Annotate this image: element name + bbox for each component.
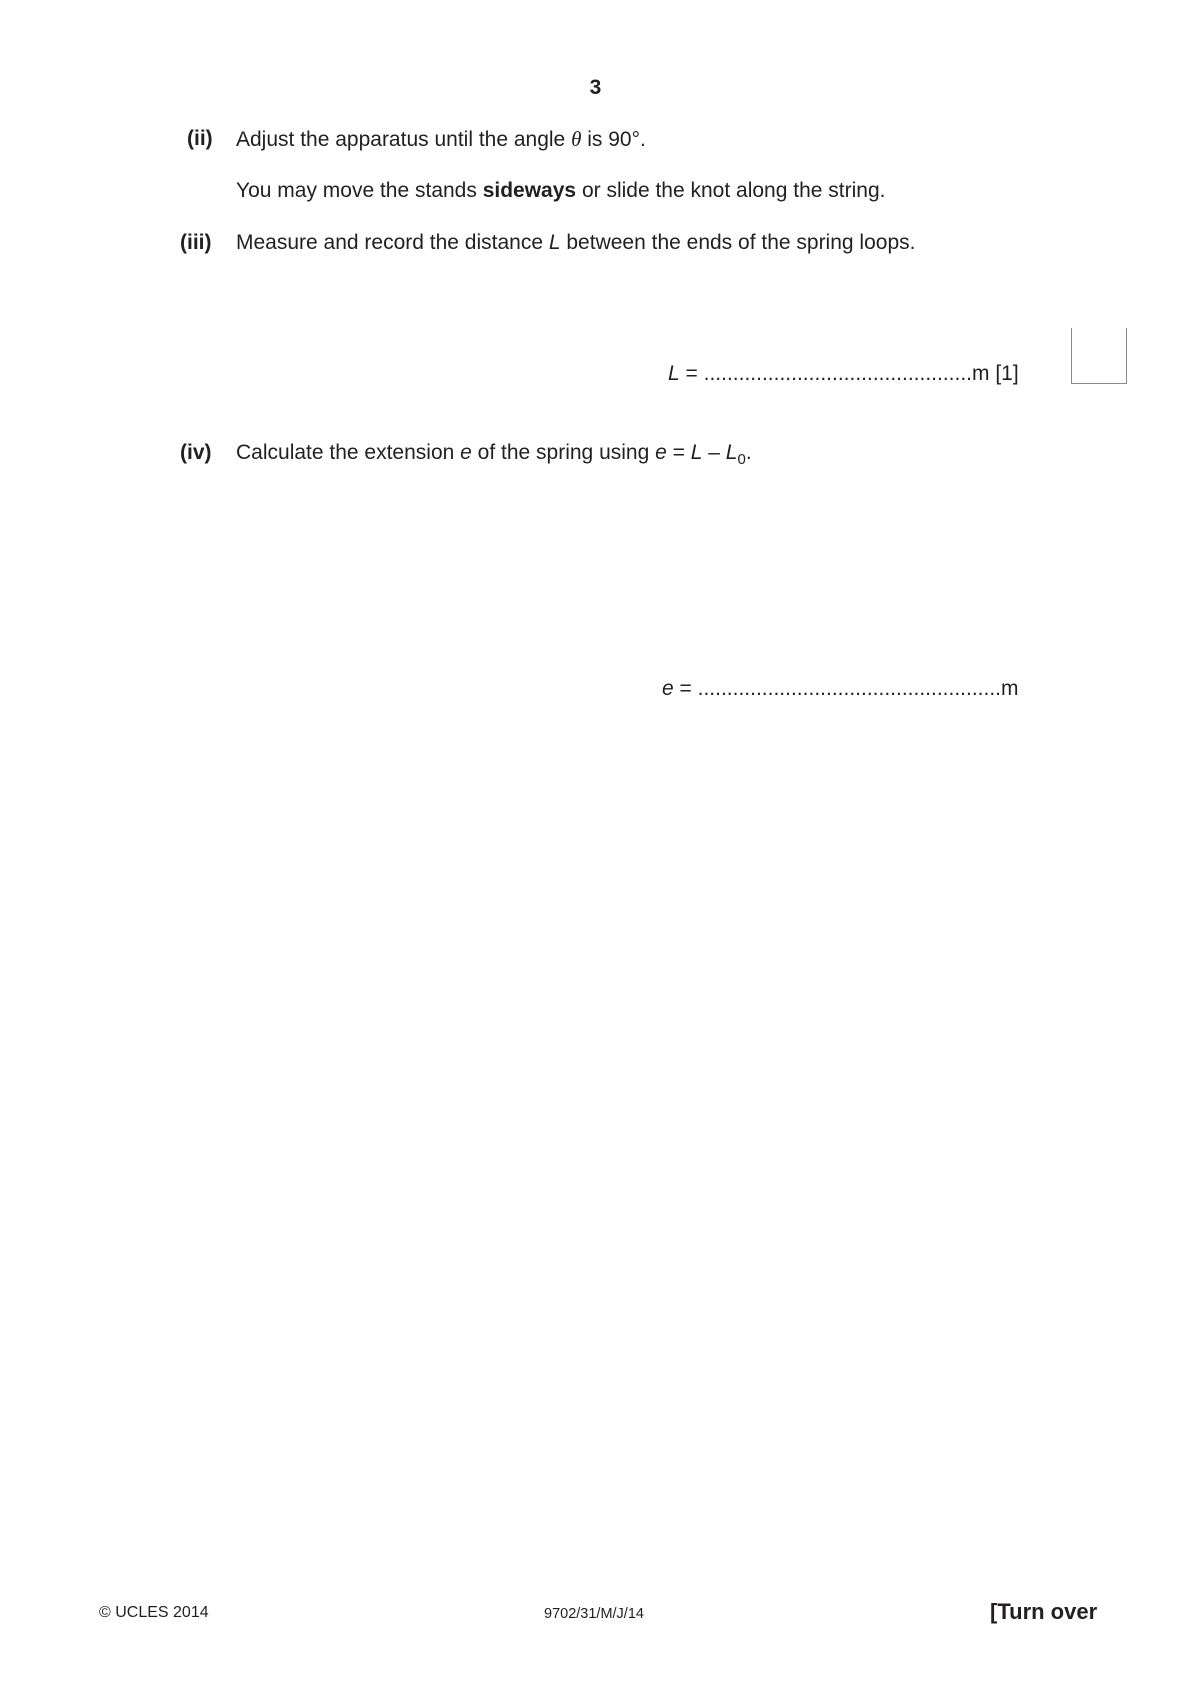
question-text-iii-end: between the ends of the spring loops. [560, 231, 916, 254]
question-text-iv [236, 441, 752, 468]
answer-line-L [668, 362, 1019, 386]
L-symbol: L [548, 231, 561, 254]
footer-paper-code: 9702/31/M/J/14 [544, 1606, 644, 1622]
question-text-ii-start: Adjust the apparatus until the angle [236, 128, 572, 151]
equation-end: . [745, 441, 752, 464]
answer-dots-L[interactable]: .............................................. [703, 362, 973, 385]
equation-e: e [655, 441, 667, 464]
question-text-ii [236, 127, 646, 152]
answer-equals-e: = [673, 677, 698, 700]
theta-symbol: θ [571, 127, 582, 151]
question-note-ii-end: or slide the knot along the string. [576, 179, 886, 202]
answer-var-L: L [668, 362, 680, 385]
equation-equals: = [666, 441, 691, 464]
answer-dots-e[interactable]: .................................................... [697, 677, 1002, 700]
equation-L0: L [725, 441, 738, 464]
question-note-ii-start: You may move the stands [236, 179, 483, 202]
question-label-iv: (iv) [180, 441, 212, 464]
question-text-iii-start: Measure and record the distance [236, 231, 549, 254]
answer-var-e: e [662, 677, 674, 700]
equation-minus: – [702, 441, 726, 464]
answer-equals-L: = [679, 362, 704, 385]
question-text-ii-end: is 90°. [581, 128, 646, 151]
question-note-ii-bold: sideways [482, 179, 577, 202]
answer-unit-e: m [1001, 677, 1019, 700]
answer-unit-L: m [1] [972, 362, 1019, 385]
page-number: 3 [589, 76, 602, 99]
footer-turn-over: [Turn over [990, 1599, 1098, 1624]
examiner-mark-box [1071, 328, 1127, 384]
question-text-iv-mid: of the spring using [471, 441, 656, 464]
equation-L0-subscript: 0 [737, 451, 746, 469]
question-note-ii [236, 179, 885, 203]
footer-copyright: © UCLES 2014 [99, 1604, 209, 1621]
question-text-iv-start: Calculate the extension [236, 441, 461, 464]
equation-L: L [690, 441, 703, 464]
question-label-ii: (ii) [187, 127, 213, 150]
question-label-iii: (iii) [180, 231, 212, 254]
question-text-iii [236, 231, 915, 255]
answer-line-e [662, 677, 1019, 701]
e-symbol: e [460, 441, 472, 464]
